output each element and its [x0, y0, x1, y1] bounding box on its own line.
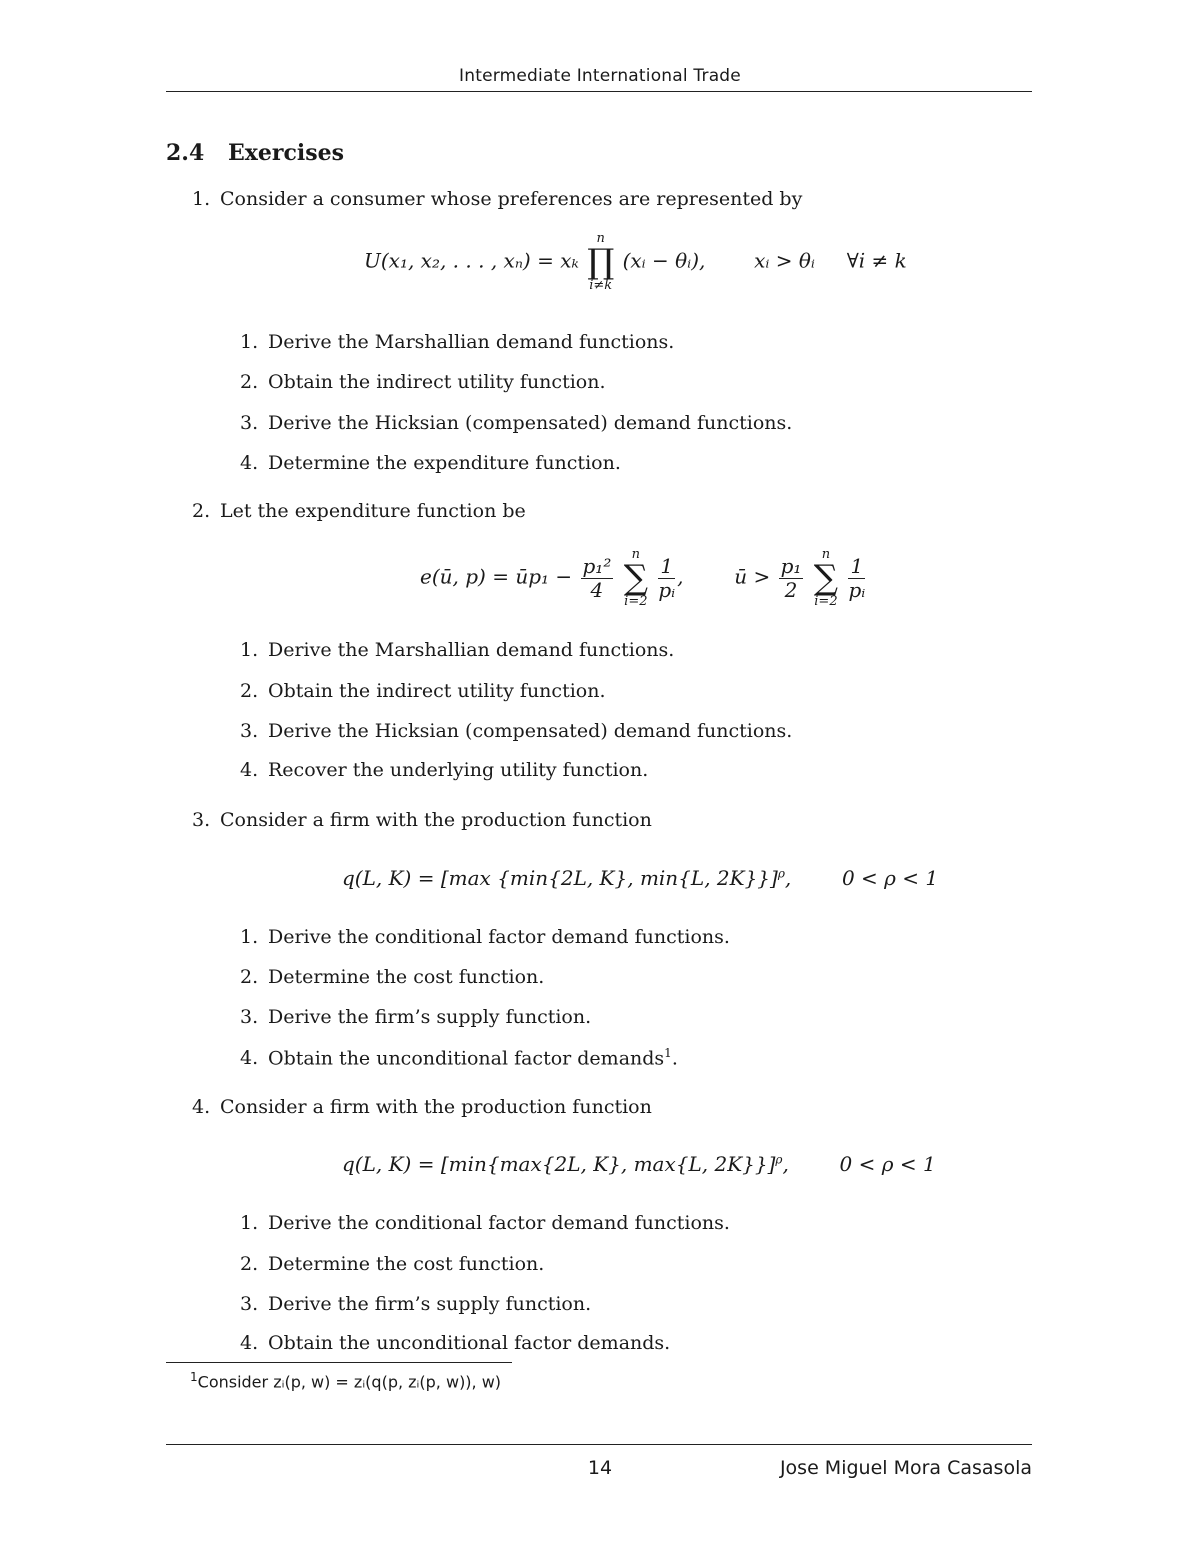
header-rule [166, 91, 1032, 92]
exercise-2-item-1: 1. Derive the Marshallian demand functions. [240, 639, 675, 661]
fraction-1-over-pi-condition: $\frac{1}{\text{pᵢ}}$ [848, 553, 866, 602]
footnote-mark: 1 [190, 1370, 198, 1384]
page-number: 14 [587, 1457, 613, 1479]
footnote-reference[interactable]: 1 [664, 1046, 672, 1060]
product-operator: n ∏ i≠k [587, 231, 615, 293]
exercise-1-equation: U(x₁, x₂, . . . , xₙ) = xₖ n ∏ i≠k (xᵢ − θᵢ), xᵢ > θᵢ ∀i ≠ k [364, 231, 907, 293]
exercise-4-item-4: 4. Obtain the unconditional factor demands. [240, 1332, 671, 1354]
exercise-2-item-4: 4. Recover the underlying utility function. [240, 759, 649, 781]
fraction-1-over-pi: $\frac{1}{\text{pᵢ}}$ [658, 553, 676, 602]
section-heading [166, 140, 344, 166]
exercise-3-item-1: 1. Derive the conditional factor demand functions. [240, 926, 730, 948]
exercise-4-item-3: 3. Derive the firm’s supply function. [240, 1293, 592, 1315]
exercise-3-item-3: 3. Derive the firm’s supply function. [240, 1006, 592, 1028]
section-title: Exercises [228, 140, 344, 166]
author-name: Jose Miguel Mora Casasola [779, 1457, 1032, 1479]
section-number: 2.4 [166, 140, 205, 166]
exercise-1-item-1: 1. Derive the Marshallian demand functions. [240, 331, 675, 353]
exercise-1-intro: 1. Consider a consumer whose preferences are represented by [192, 188, 803, 210]
fraction-p1-over-2: $\frac{\text{p₁}}{2}$ [780, 553, 802, 602]
exercise-4-equation: q(L, K) = [min{max{2L, K}, max{L, 2K}}]$^\rho$, 0 < ρ < 1 [342, 1152, 936, 1176]
sum-operator-condition: n ∑ i=2 [813, 547, 839, 609]
exercise-2-intro: 2. Let the expenditure function be [192, 500, 526, 522]
fraction-p1-squared-over-4: $\frac{\text{p₁²}}{4}$ [582, 553, 612, 602]
footer-rule [166, 1444, 1032, 1445]
exercise-2-item-3: 3. Derive the Hicksian (compensated) demand functions. [240, 720, 793, 742]
exercise-1-item-3: 3. Derive the Hicksian (compensated) demand functions. [240, 412, 793, 434]
exercise-2-item-2: 2. Obtain the indirect utility function. [240, 680, 606, 702]
exercise-3-equation: q(L, K) = [max {min{2L, K}, min{L, 2K}}]$^\rho$, 0 < ρ < 1 [342, 866, 939, 890]
exercise-3-item-2: 2. Determine the cost function. [240, 966, 545, 988]
footnote-text: Consider zᵢ(p, w) = zᵢ(q(p, zᵢ(p, w)), w) [197, 1372, 502, 1392]
exercise-3-intro: 3. Consider a firm with the production function [192, 809, 652, 831]
sum-operator: n ∑ i=2 [623, 547, 648, 609]
exercise-4-item-1: 1. Derive the conditional factor demand functions. [240, 1212, 730, 1234]
exercise-3-item-4: 4. Obtain the unconditional factor demands$^1$. [240, 1046, 678, 1070]
exercise-4-item-2: 2. Determine the cost function. [240, 1253, 545, 1275]
footnote [190, 1370, 501, 1391]
exercise-1-item-4: 4. Determine the expenditure function. [240, 452, 621, 474]
footnote-rule [166, 1362, 512, 1363]
exercise-4-intro: 4. Consider a firm with the production function [192, 1096, 652, 1118]
running-header: Intermediate International Trade [459, 66, 741, 86]
exercise-1-item-2: 2. Obtain the indirect utility function. [240, 371, 606, 393]
exercise-2-equation: e(ū, p) = ūp₁ − $\frac{\text{p₁²}}{4}$ n ∑ i=2 $\frac{1}{\text{pᵢ}}$ , ū > $\frac{\text{p₁}}{2}$ n ∑ i=2 $\frac{1}{\text{pᵢ}}$ [420, 547, 866, 609]
